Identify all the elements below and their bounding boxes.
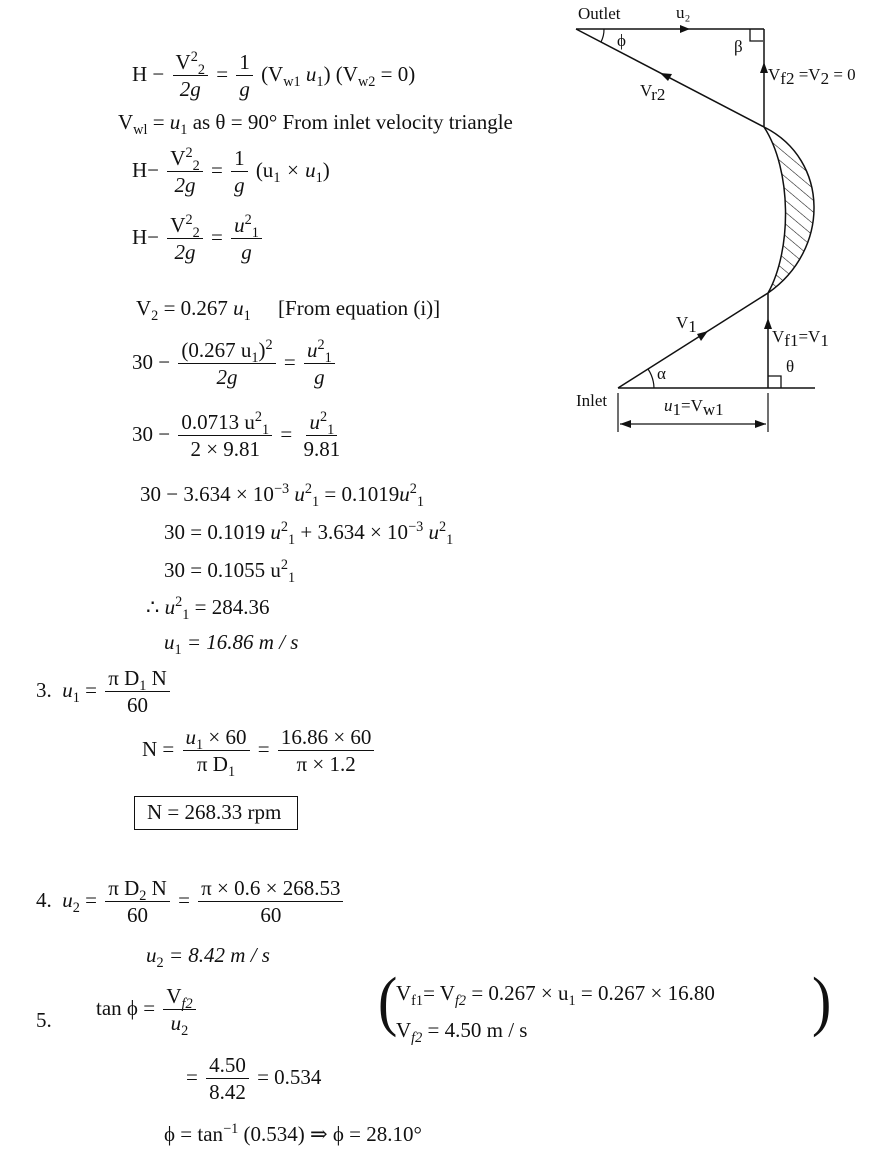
step-4-line-2: $u_2 = 8.42$ m / s <box>146 943 270 972</box>
theta-label: θ <box>786 357 795 376</box>
eq-line-7: 30 − $\frac{0.0713 u^2_1}{2 \times 9.81}$ = $\frac{u^2_1}{9.81}$ <box>132 409 341 461</box>
dimension-arrow-left <box>620 420 631 428</box>
vf2-label: Vf2 =V2 = 0 <box>768 65 856 88</box>
dimension-arrow-right <box>755 420 766 428</box>
eq-line-1: H − $\frac{V^2_2}{2g}$ = $\frac{1}{g}$ ($V_{w1}$ $u_1$) $(V_{w2} = 0)$ <box>132 49 416 101</box>
vf1-label: Vf1=V1 <box>772 327 829 350</box>
step-3-line-2: N = $\frac{u_1 \times 60}{\pi D_1}$ = $\frac{16.86 \times 60}{\pi \times 1.2}$ <box>142 727 377 775</box>
u1-label: u1=Vw1 <box>664 396 724 419</box>
step-5-line-3: $\phi = \tan^{-1} (0.534)$ ⇒ ϕ = 28.10° <box>164 1121 422 1146</box>
eq-line-10: 30 = 0.1055 $u^2_1$ <box>164 557 296 587</box>
phi-arc <box>601 29 604 42</box>
beta-label: β <box>734 37 743 56</box>
step-5-label: 5. <box>36 1008 52 1032</box>
vf2-arrowhead <box>760 62 768 73</box>
eq-line-6: 30 − $\frac{(0.267 u_1)^2}{2g}$ = $\frac{u^2_1}{g}$ <box>132 340 338 388</box>
eq-line-2: $V_{wl} = u_1$ as θ = 90° From inlet velocity triangle <box>118 110 513 139</box>
inlet-label: Inlet <box>576 391 608 410</box>
vr2-label: Vr2 <box>640 81 666 104</box>
v1-label: V1 <box>676 313 697 336</box>
step-4-line-1: 4. $u_2$ = $\frac{\pi D_2 N}{60}$ = $\frac{\pi \times 0.6 \times 268.53}{60}$ <box>36 878 346 926</box>
blade-hatched <box>764 127 814 293</box>
vr2-arrowhead <box>660 73 672 81</box>
eq-line-3: H− $\frac{V^2_2}{2g}$ = $\frac{1}{g}$ $(u_1 \times u_1)$ <box>132 145 330 197</box>
alpha-label: α <box>657 364 666 383</box>
outlet-right-angle-mark <box>750 29 763 41</box>
u2-arrowhead <box>680 25 690 33</box>
step-5-paren-line-1: $V_{f1}= V_{f2} = 0.267 \times u_1 = 0.267 \times 16.80$ <box>396 981 715 1010</box>
vf1-arrowhead <box>764 318 772 329</box>
paren-right: ) <box>812 963 832 1038</box>
result-box-rpm: N = 268.33 rpm <box>134 796 298 830</box>
eq-line-4: H− $\frac{V^2_2}{2g}$ = $\frac{u^2_1}{g}$ <box>132 215 265 263</box>
eq-line-8: $30 - 3.634 \times 10^{-3}$ $u^2_1 = 0.1019u^2_1$ <box>140 481 425 511</box>
v1-arrowhead <box>697 331 708 341</box>
step-3-line-1: 3. $u_1$ = $\frac{\pi D_1 N}{60}$ <box>36 668 173 716</box>
v1-line <box>618 293 768 388</box>
eq-line-11: ∴ $u^2_1 = 284.36$ <box>146 594 270 624</box>
paren-left: ( <box>378 963 398 1038</box>
alpha-arc <box>648 369 654 388</box>
step-5-tan-phi: tan ϕ = $\frac{V_{f2}}{u_2}$ <box>96 986 199 1034</box>
outlet-label: Outlet <box>578 4 621 23</box>
inlet-right-angle-mark <box>768 376 781 388</box>
step-5-line-2: = $\frac{4.50}{8.42}$ = 0.534 <box>186 1053 322 1104</box>
eq-line-9: 30 = 0.1019 $u^2_1 + 3.634 \times 10^{-3}$ $u^2_1$ <box>164 519 454 549</box>
eq-line-5: $V_2 = 0.267$ $u_1$ [From equation (i)] <box>136 296 441 325</box>
eq-line-12: $u_1 = 16.86$ m / s <box>164 630 299 659</box>
step-5-paren-line-2: $V_{f2} = 4.50$ m / s <box>396 1018 528 1047</box>
phi-label: ϕ <box>617 31 626 50</box>
u2-label: u₂ <box>676 3 691 22</box>
